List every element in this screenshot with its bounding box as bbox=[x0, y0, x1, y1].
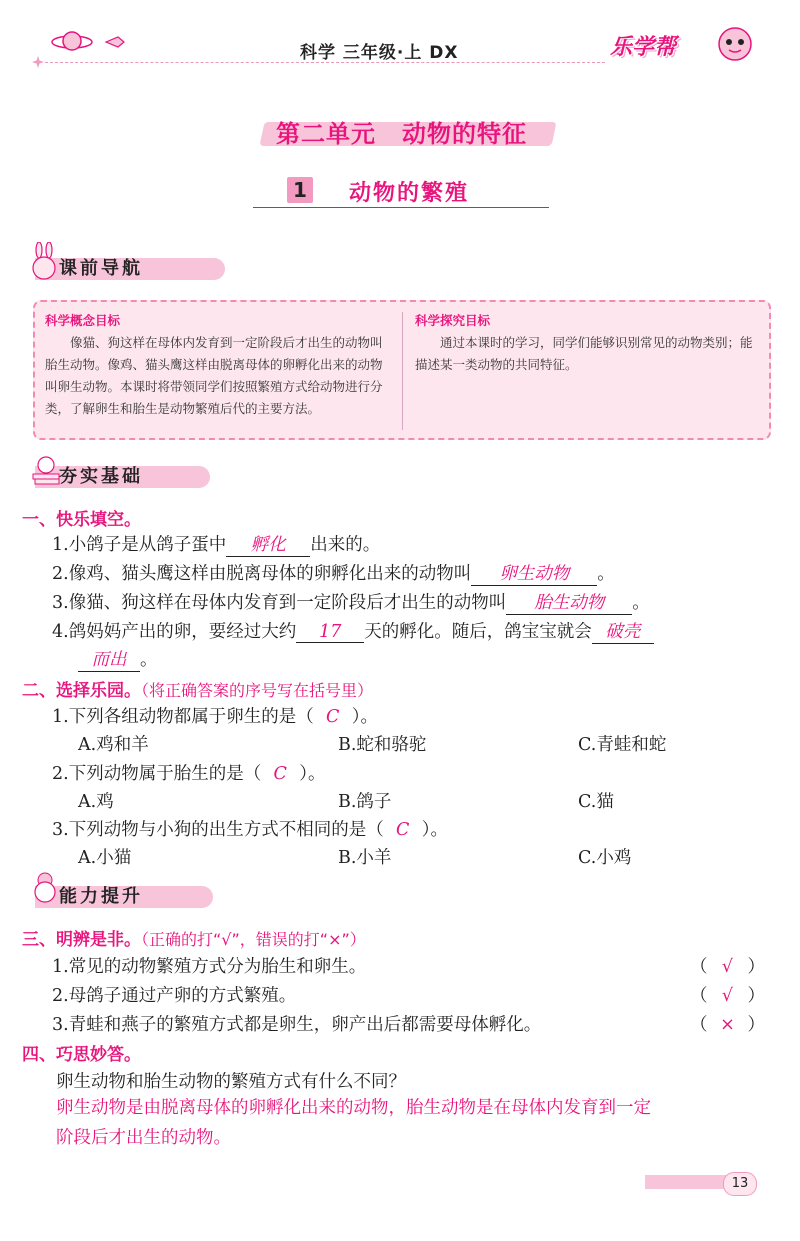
q3-item-2: 2.母鸽子通过产卵的方式繁殖。 bbox=[52, 986, 297, 1006]
q1-4-mid: 天的孵化。随后，鸽宝宝就会 bbox=[364, 622, 592, 642]
q4-answer-line2: 阶段后才出生的动物。 bbox=[56, 1128, 231, 1148]
q2-3-option-a: A.小猫 bbox=[78, 848, 132, 868]
q1-heading: 一、快乐填空。 bbox=[22, 510, 141, 530]
q2-3-stem: 3.下列动物与小狗的出生方式不相同的是（ bbox=[52, 820, 384, 840]
section-preview-header bbox=[15, 252, 235, 282]
q1-3-pre: 3.像猫、狗这样在母体内发育到一定阶段后才出生的动物叫 bbox=[52, 593, 507, 613]
section-basics-header bbox=[15, 460, 235, 490]
q1-1-post: 出来的。 bbox=[310, 535, 381, 555]
star-icon bbox=[32, 56, 44, 68]
q3-2-mark: √ bbox=[721, 986, 734, 1006]
q3-heading-text: 三、明辨是非。 bbox=[22, 930, 141, 950]
q1-item-2 bbox=[52, 560, 615, 586]
q3-item-3: 3.青蛙和燕子的繁殖方式都是卵生，卵产出后都需要母体孵化。 bbox=[52, 1015, 542, 1035]
cat-books-icon bbox=[29, 454, 63, 490]
unit-label: 第二单元 bbox=[276, 119, 376, 148]
q3-3-mark: × bbox=[720, 1015, 735, 1035]
q2-note: （将正确答案的序号写在括号里） bbox=[141, 681, 374, 700]
q2-item-3 bbox=[52, 816, 448, 841]
q2-heading-text: 二、选择乐园。 bbox=[22, 681, 141, 701]
q1-4-answer: 17 bbox=[296, 622, 364, 643]
goal-inquiry-text: 通过本课时的学习，同学们能够识别常见的动物类别；能描述某一类动物的共同特征。 bbox=[415, 335, 753, 372]
page-number-tab bbox=[645, 1172, 765, 1194]
girl-icon bbox=[29, 870, 61, 910]
goals-box bbox=[33, 300, 771, 440]
q4-heading: 四、巧思妙答。 bbox=[22, 1045, 141, 1065]
lesson-title bbox=[253, 175, 549, 208]
mascot-icon bbox=[705, 22, 765, 66]
q1-4-post: 。 bbox=[140, 650, 158, 670]
goal-concept-heading: 科学概念目标 bbox=[45, 313, 121, 328]
q1-3-post: 。 bbox=[632, 593, 650, 613]
lesson-number: 1 bbox=[287, 177, 313, 203]
q3-note: （正确的打“√”，错误的打“×”） bbox=[141, 930, 366, 949]
page-number: 13 bbox=[723, 1172, 757, 1196]
q2-3-option-c: C.小鸡 bbox=[578, 848, 632, 868]
q3-3-bracket: （ × ） bbox=[690, 1015, 765, 1035]
rabbit-icon bbox=[29, 242, 59, 282]
q1-item-1 bbox=[52, 531, 380, 557]
q2-2-option-c: C.猫 bbox=[578, 792, 614, 812]
q2-2-stem-end: ）。 bbox=[299, 764, 326, 784]
q2-1-answer: C bbox=[326, 707, 340, 727]
q1-item-4-cont bbox=[78, 646, 158, 672]
section-basics-title: 夯实基础 bbox=[59, 466, 143, 487]
q1-4-answer2b: 而出 bbox=[78, 646, 140, 672]
q2-2-answer: C bbox=[273, 764, 287, 784]
q2-1-stem-end: ）。 bbox=[351, 707, 378, 727]
goal-inquiry-heading: 科学探究目标 bbox=[415, 313, 491, 328]
goal-concept bbox=[45, 310, 393, 420]
q2-3-option-b: B.小羊 bbox=[338, 848, 392, 868]
q2-2-option-a: A.鸡 bbox=[78, 792, 114, 812]
q3-2-bracket: （ √ ） bbox=[690, 986, 765, 1006]
goal-concept-text: 像猫、狗这样在母体内发育到一定阶段后才出生的动物叫胎生动物。像鸡、猫头鹰这样由脱离母体的卵孵化出来的动物叫卵生动物。本课时将带领同学们按照繁殖方式给动物进行分类，了解卵生和胎生是动物繁殖后代的主要方法。 bbox=[45, 335, 383, 416]
q1-1-pre: 1.小鸽子是从鸽子蛋中 bbox=[52, 535, 227, 555]
q2-item-1 bbox=[52, 703, 378, 728]
q2-1-stem: 1.下列各组动物都属于卵生的是（ bbox=[52, 707, 314, 727]
q4-question: 卵生动物和胎生动物的繁殖方式有什么不同？ bbox=[56, 1072, 406, 1092]
section-advance-title: 能力提升 bbox=[59, 886, 143, 907]
q1-2-post: 。 bbox=[597, 564, 615, 584]
q1-2-answer: 卵生动物 bbox=[471, 560, 597, 586]
unit-title bbox=[262, 112, 562, 152]
q1-item-4 bbox=[52, 618, 654, 644]
q3-heading bbox=[22, 925, 366, 950]
planet-icon bbox=[50, 28, 94, 56]
q2-heading bbox=[22, 676, 373, 701]
rocket-icon bbox=[104, 34, 126, 50]
q2-3-stem-end: ）。 bbox=[421, 820, 448, 840]
q2-2-option-b: B.鸽子 bbox=[338, 792, 392, 812]
q2-1-option-b: B.蛇和骆驼 bbox=[338, 735, 427, 755]
q2-1-option-c: C.青蛙和蛇 bbox=[578, 735, 667, 755]
q3-item-1: 1.常见的动物繁殖方式分为胎生和卵生。 bbox=[52, 957, 367, 977]
section-advance-header bbox=[15, 880, 235, 910]
q3-1-mark: √ bbox=[721, 957, 734, 977]
q1-4-answer2a: 破壳 bbox=[592, 618, 654, 644]
section-preview-title: 课前导航 bbox=[59, 258, 143, 279]
goals-divider bbox=[402, 312, 403, 430]
q2-2-stem: 2.下列动物属于胎生的是（ bbox=[52, 764, 262, 784]
q1-2-pre: 2.像鸡、猫头鹰这样由脱离母体的卵孵化出来的动物叫 bbox=[52, 564, 472, 584]
q3-1-bracket: （ √ ） bbox=[690, 957, 765, 977]
q2-1-option-a: A.鸡和羊 bbox=[78, 735, 149, 755]
q4-answer-line1: 卵生动物是由脱离母体的卵孵化出来的动物，胎生动物是在母体内发育到一定 bbox=[56, 1098, 651, 1118]
q1-1-answer: 孵化 bbox=[226, 531, 310, 557]
q2-3-answer: C bbox=[396, 820, 410, 840]
q2-item-2 bbox=[52, 760, 325, 785]
q1-item-3 bbox=[52, 589, 650, 615]
unit-name: 动物的特征 bbox=[402, 119, 527, 148]
brand-logo: 乐学帮 bbox=[610, 35, 677, 60]
goal-inquiry bbox=[415, 310, 760, 376]
lesson-name: 动物的繁殖 bbox=[349, 180, 470, 206]
q1-3-answer: 胎生动物 bbox=[506, 589, 632, 615]
q1-4-pre: 4.鸽妈妈产出的卵，要经过大约 bbox=[52, 622, 297, 642]
header-title: 科学 三年级·上 DX bbox=[300, 43, 459, 63]
